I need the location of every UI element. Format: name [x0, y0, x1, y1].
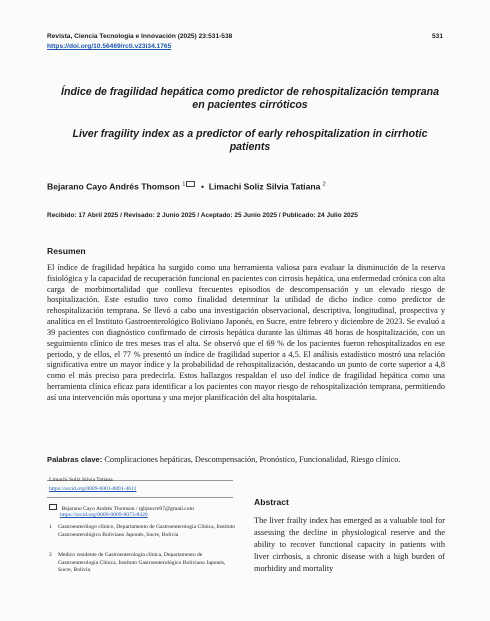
affiliation-number: 2 — [49, 552, 52, 558]
envelope-icon — [49, 504, 57, 510]
page-number: 531 — [432, 33, 444, 40]
author-separator: • — [200, 181, 204, 192]
resumen-text: El índice de fragilidad hepática ha surgido como una herramienta valiosa para evaluar la disminución de la reserva fisiológica y la capacidad de recuperación funcional en pacientes con cirrosis hepática, una enfermedad crónica con alta carga de morbimortalidad que conlleva frecuentes episodios de descompensación y un elevado riesgo de hospitalización. Este estudio tuvo como finalidad determinar la utilidad de dicho índice como predictor de rehospitalización temprana. Se llevó a cabo una investigación observacional, descriptiva, longitudinal, prospectiva y analítica en el Instituto Gastroenterológico Boliviano Japonés, en Sucre, entre febrero y diciembre de 2023. Se evaluó a 39 pacientes con diagnóstico confirmado de cirrosis hepática durante las últimas 48 horas de hospitalización, con un seguimiento clínico de tres meses tras el alta. Se observó que el 69 % de los pacientes fueron rehospitalizados en ese periodo, y de ellos, el 77 % presentó un índice de fragilidad superior a 4,5. El análisis estadístico mostró una relación significativa entre un mayor índice y la probabilidad de rehospitalización, destacando un punto de corte superior a 4,8 como el más preciso para predecirla. Estos hallazgos respaldan el uso del índice de fragilidad hepática como una herramienta clínica eficaz para identificar a los pacientes con mayor riesgo de rehospitalización temprana, permitiendo así una intervención más oportuna y una mejor planificación del alta hospitalaria. — [47, 263, 445, 402]
keywords — [47, 454, 445, 466]
affiliation-text: Medico residente de Gastroenterología clínica, Departamento de Gastroenterología Clínica, Instituto Gastroenterológico Boliviano Japonés, Sucre, Bolivia. — [58, 552, 226, 574]
affiliation-2 — [49, 552, 239, 575]
keywords-text: Complicaciones hepáticas, Descompensación, Pronóstico, Funcionalidad, Riesgo clínico. — [104, 455, 401, 464]
affiliation-number: 1 — [49, 524, 52, 530]
author-2: Limachi Soliz Silvia Tatiana — [208, 181, 321, 192]
first-author-contact — [49, 504, 194, 512]
first-author-orcid[interactable]: https://orcid.org/0009-0009-0073-8420 — [60, 512, 148, 518]
resumen-heading: Resumen — [47, 246, 86, 256]
publication-dates: Recibido: 17 Abril 2025 / Revisado: 2 Junio 2025 / Aceptado: 25 Junio 2025 / Publicado: 24 Julio 2025 — [47, 212, 358, 219]
title-english: Liver fragility index as a predictor of early rehospitalization in cirrhotic patients — [72, 128, 428, 153]
abstract-heading: Abstract — [254, 497, 289, 507]
keywords-label: Palabras clave: — [47, 455, 103, 464]
author-2-affiliation: 2 — [322, 181, 326, 188]
doi-link[interactable]: https://doi.org/10.56469/rcti.v23i34.1765 — [47, 43, 172, 50]
author-1-affiliation: 1 — [182, 181, 186, 188]
first-author-email[interactable]: Bejarano Cayo Andrés Thomson / tgbjsucre97@gmail.com — [61, 505, 194, 512]
journal-citation: Revista, Ciencia Tecnología e Innovación (2025) 23:531-538 — [47, 33, 233, 40]
affiliation-text: Gastroenterólogo clínico, Departamento de Gastroenterología Clínica, Instituto Gastroenterológico Boliviano Japonés, Sucre, Bolivia — [58, 524, 236, 538]
corresponding-author-name: Limachi Soliz Silvia Tatiana — [49, 477, 113, 483]
abstract-text: The liver frailty index has emerged as a valuable tool for assessing the decline in physiological reserve and the ability to recover functional capacity in patients with liver cirrhosis, a chronic disease with a high burden of morbidity and mortality — [254, 516, 445, 574]
author-line — [47, 181, 326, 191]
author-1: Bejarano Cayo Andrés Thomson — [47, 181, 180, 192]
corresponding-author-orcid[interactable]: https://orcid.org/0009-0001-0891-4611 — [49, 486, 137, 492]
email-icon[interactable] — [186, 181, 195, 187]
title-spanish: Índice de fragilidad hepática como predictor de rehospitalización temprana en pacientes cirróticos — [61, 86, 439, 111]
footnote-divider-2 — [47, 497, 233, 498]
affiliation-1 — [49, 524, 239, 539]
